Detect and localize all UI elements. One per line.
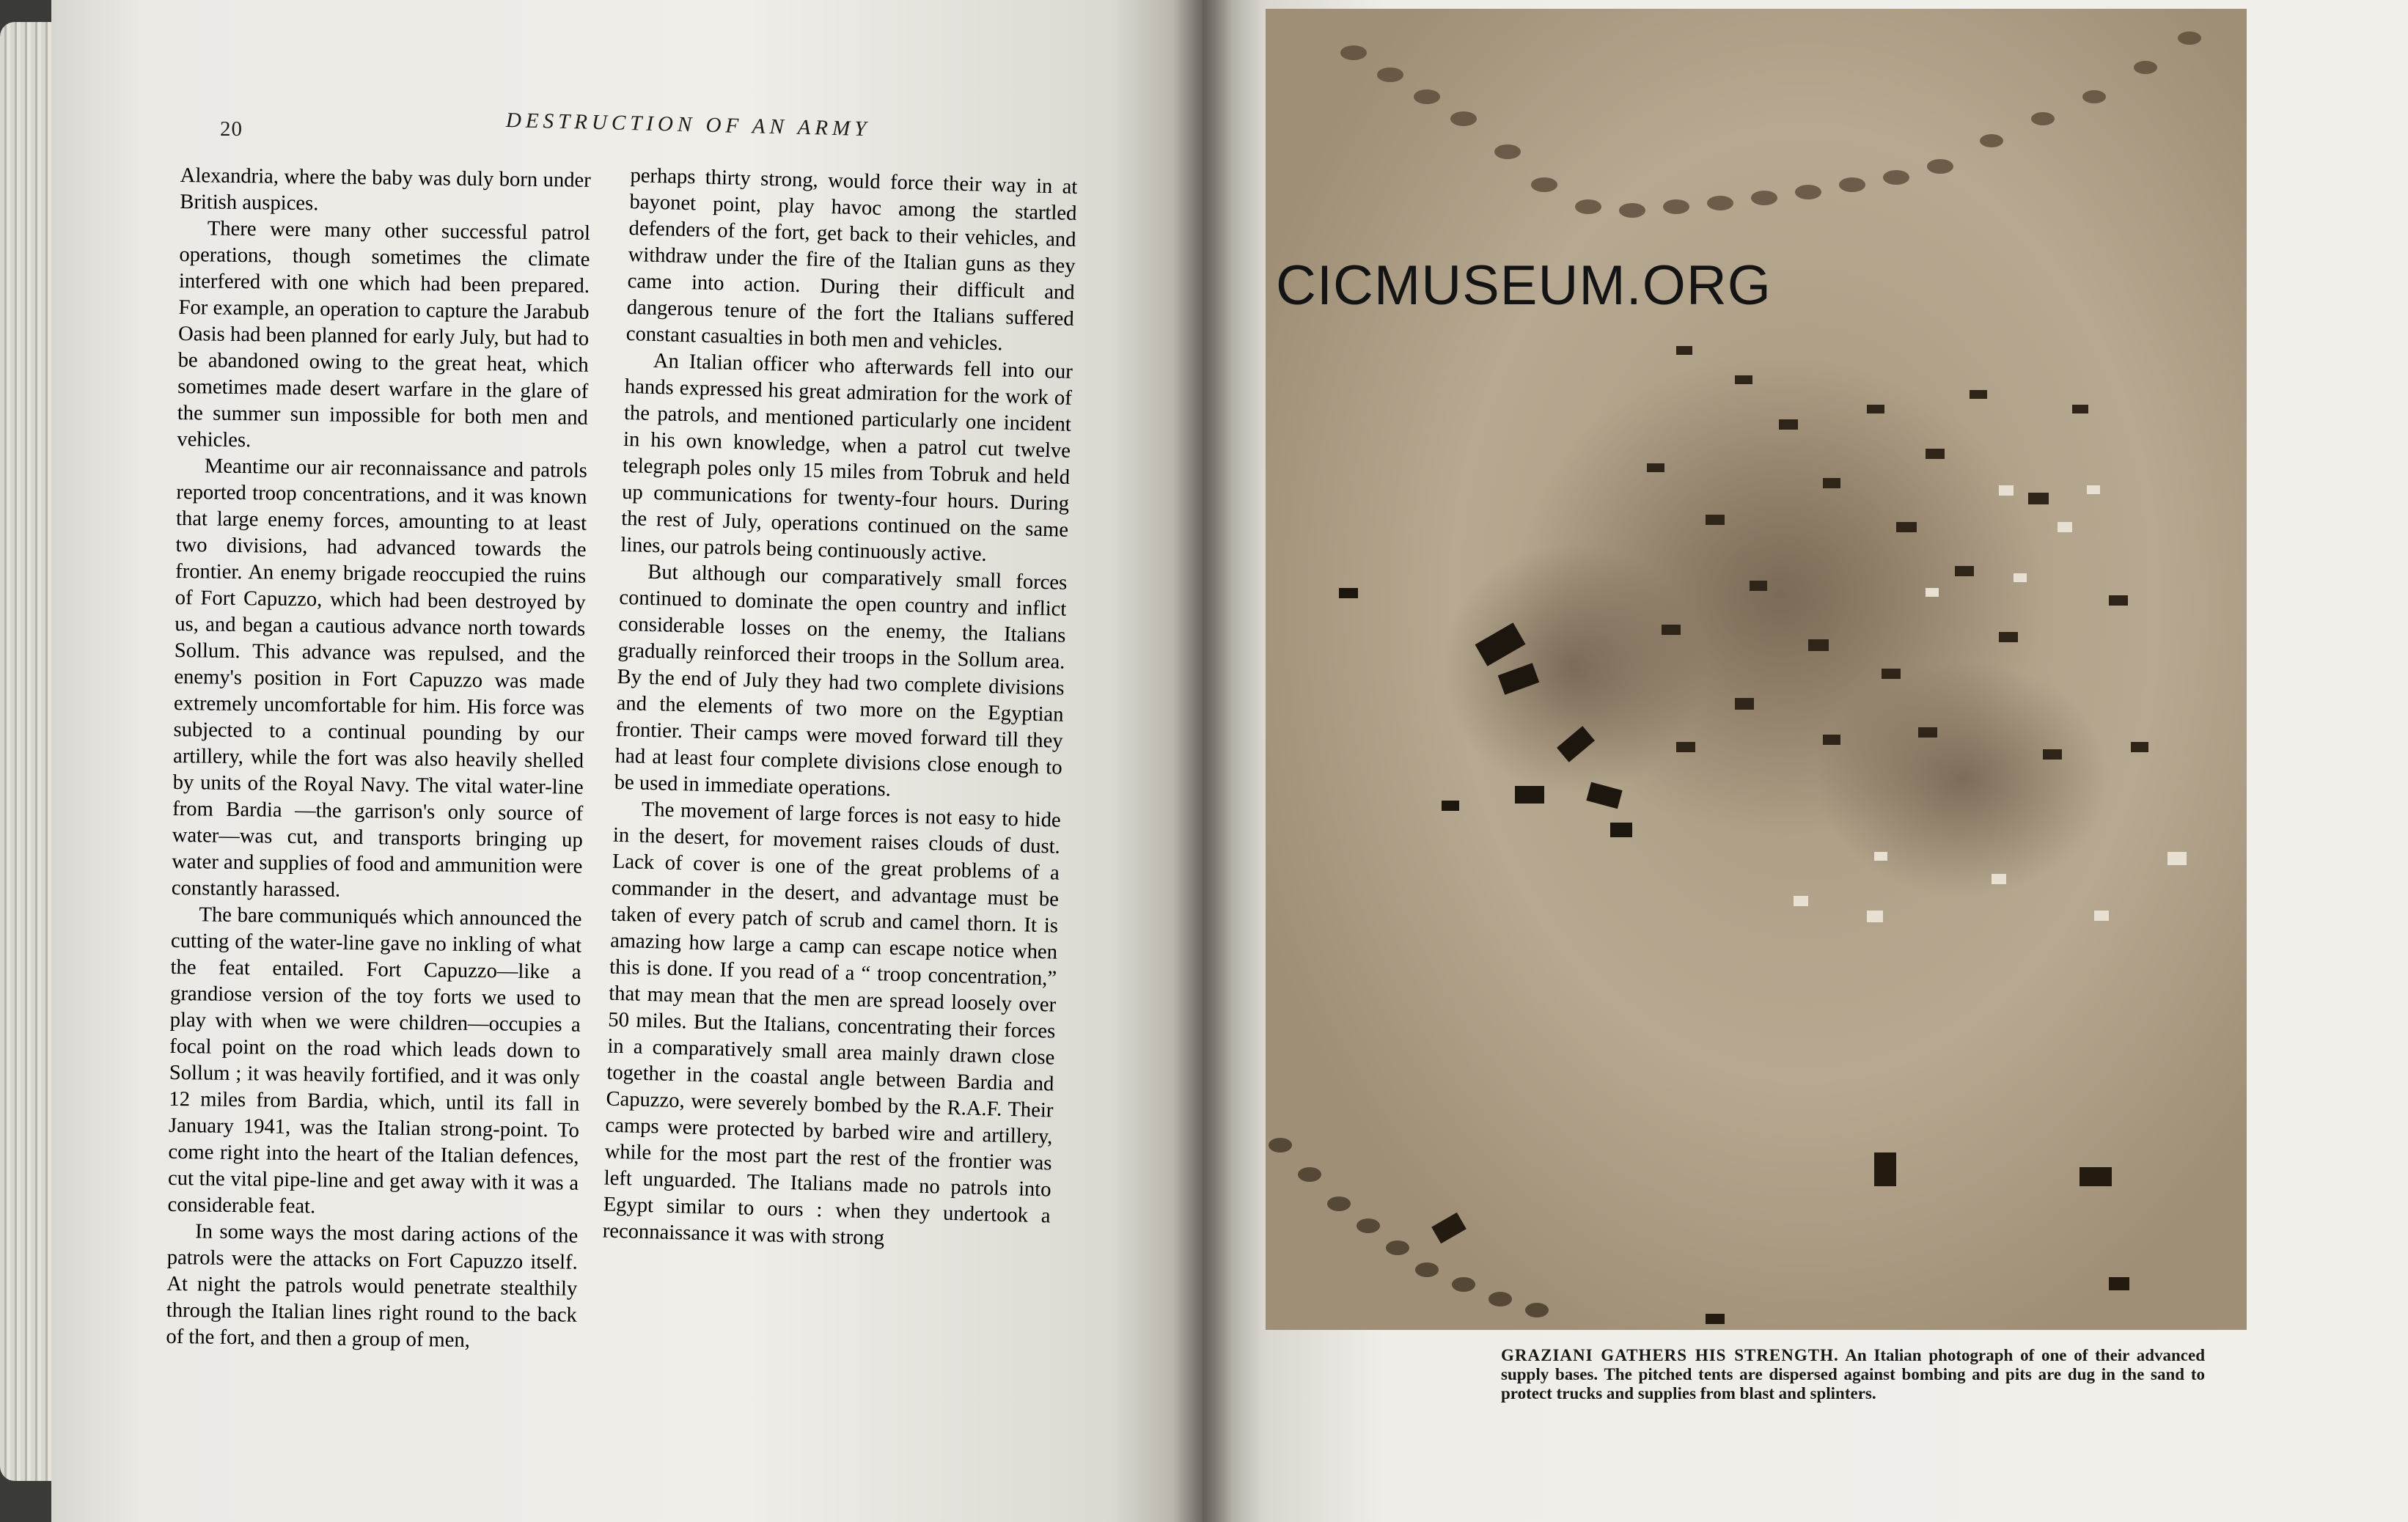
paragraph: perhaps thirty strong, would force their way in at bayonet point, play havoc among the startled defenders of the fort, get back to their vehicles, and withdraw under the fire of the Italian guns as they came into action. During their difficult and dangerous tenure of the fort the Italians suffered constant casualties in both men and vehicles. xyxy=(625,163,1078,356)
paragraph: There were many other successful patrol operations, though sometimes the climate interfered with one which had been prepared. For example, an operation to capture the Jarabub Oasis had been planned for early July, but had to be abandoned owing to the great heat, which sometimes made desert warfare in the glare of the summer sun impossible for both men and vehicles. xyxy=(177,217,591,452)
paragraph: An Italian officer who afterwards fell into our hands expressed his great admiration for the work of the patrols, and mentioned particularly one incident in his own knowledge, when a patrol cut twelve telegraph poles only 15 miles from Tobruk and held up communications for twenty-four hours. During the rest of July, operations continued on the same lines, our patrols being continuously active. xyxy=(620,349,1073,566)
photo-caption xyxy=(1501,1346,2205,1403)
text-column-left xyxy=(166,163,591,1356)
paragraph: But although our comparatively small forces continued to dominate the open country and inflict considerable losses on the enemy, the Italians gradually reinforced their troops in the Sollum area. By the end of July they had two complete divisions and the elements of two more on the Egyptian frontier. Their camps were moved forward till they had at least four complete divisions close enough to be used in immediate operations. xyxy=(614,560,1068,801)
text-column-right xyxy=(602,163,1077,1256)
paragraph: The movement of large forces is not easy to hide in the desert, for movement raises clouds of dust. Lack of cover is one of the great problems of a commander in the desert, and advantage must be taken of every patch of scrub and camel thorn. It is amazing how large a camp can escape notice when this is done. If you read of a “ troop concentration,” that may mean that the men are spread loosely over 50 miles. But the Italians, concentrating their forces in a comparatively small area mainly drawn close together in the coastal angle between Bardia and Capuzzo, were severely bombed by the R.A.F. Their camps were protected by barbed wire and artillery, while for the most part the rest of the frontier was left unguarded. The Italians made no patrols into Egypt similar to ours : when they undertook a reconnaissance it was with strong xyxy=(602,798,1062,1250)
running-head: DESTRUCTION OF AN ARMY xyxy=(505,109,871,141)
watermark: CICMUSEUM.ORG xyxy=(1276,254,1772,317)
paragraph: Alexandria, where the baby was duly born under British auspices. xyxy=(180,163,591,216)
paragraph: In some ways the most daring actions of the patrols were the attacks on Fort Capuzzo itself. At night the patrols would penetrate stealthily through the Italian lines right round to the back of the fort, and then a group of men, xyxy=(166,1220,579,1352)
aerial-photo-illustration xyxy=(1266,9,2247,1330)
paragraph: The bare communiqués which announced the cutting of the water-line gave no inkling of what the feat entailed. Fort Capuzzo—like a grandiose version of the toy forts we used to play with when we were children—occupies a focal point on the road which leads down to Sollum ; it was heavily fortified, and it was only 12 miles from Bardia, which, until its fall in January 1941, was the Italian strong-point. To come right into the heart of the Italian defences, cut the vital pipe-line and get away with it was a considerable feat. xyxy=(167,903,582,1218)
page-number: 20 xyxy=(220,117,243,141)
caption-text: An Italian photograph of one of their advanced supply bases. The pitched tents are dispersed against bombing and pits are dug in the sand to protect trucks and supplies from blast and splinters. xyxy=(1501,1346,2205,1402)
caption-title: GRAZIANI GATHERS HIS STRENGTH. xyxy=(1501,1346,1839,1364)
paragraph: Meantime our air reconnaissance and patrols reported troop concentrations, and it was known that large enemy forces, amounting to at least two divisions, had advanced towards the frontier. An enemy brigade reoccupied the ruins of Fort Capuzzo, which had been destroyed by us, and began a cautious advance north towards Sollum. This advance was repulsed, and the enemy's position in Fort Capuzzo was made extremely uncomfortable for him. His force was subjected to a continual pounding by our artillery, while the fort was also heavily shelled by units of the Royal Navy. The vital water-line from Bardia —the garrison's only source of water—was cut, and transports bringing up water and supplies of food and ammunition were constantly harassed. xyxy=(171,455,588,902)
aerial-photograph xyxy=(1266,9,2247,1330)
book-gutter xyxy=(1173,0,1232,1522)
